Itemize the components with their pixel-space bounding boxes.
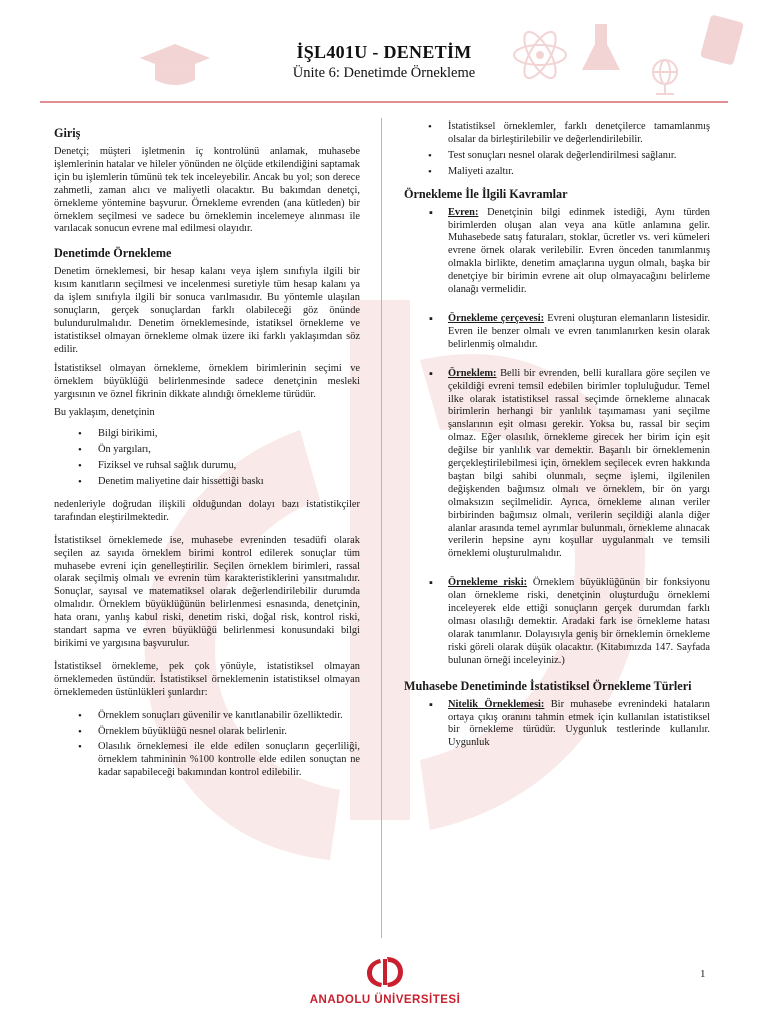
list-item: • Bilgi birikimi, <box>98 428 360 441</box>
term-definition: Denetçinin bilgi edinmek istediği, Aynı türden birimlerden oluşan alan veya ana kütle anlamına gelir. Muhasebede satış faturaları, stoklar, ücretler vs. veri kümeleri evrene örnek olarak verilebilir. Evren önceden tanımlanmış olmakla birlikte, denetim amaçlarına uygun olmalı, başka bir denetçiye bir birimin evrene ait olup olmayacağını belirleme olanağı vermelidir. <box>448 206 710 296</box>
list-item: • Fiziksel ve ruhsal sağlık durumu, <box>98 460 360 473</box>
paragraph: nedenleriyle doğrudan ilişkili olduğundan dolayı bazı istatistikçiler tarafından eleştirilmektedir. <box>54 498 360 523</box>
term-label: Örnekleme riski: <box>448 577 528 589</box>
header-rule <box>40 101 728 103</box>
left-column <box>54 126 360 787</box>
list-item: • Ön yargıları, <box>98 444 360 457</box>
header-titles <box>0 42 768 82</box>
term-label: Örneklem: <box>448 367 497 379</box>
term-definition: Bir muhasebe evrenindeki hataların ortaya çıkış oranını tahmin etmek için kullanılan istatistiksel bir örnekleme türüdür. Uygunluk testlerinde kullanılır. Uygunluk <box>448 698 711 749</box>
section-heading-giris: Giriş <box>54 126 81 140</box>
bullet-list-ustunlukler <box>54 710 360 781</box>
bullet-list-ustunlukler-cont <box>404 121 710 179</box>
page-title: İŞL401U - DENETİM <box>296 42 472 62</box>
term-list <box>404 207 710 668</box>
bullet-list-yaklasim <box>54 428 360 489</box>
university-logo <box>300 955 470 1006</box>
university-logo-icon <box>365 955 405 989</box>
list-item: • Test sonuçları nesnel olarak değerlendirilmesi sağlanır. <box>448 150 710 163</box>
list-item: • Örneklem sonuçları güvenilir ve kanıtlanabilir özelliktedir. <box>98 710 360 723</box>
paragraph: İstatistiksel olmayan örnekleme, örneklem birimlerinin seçimi ve örneklem büyüklüğü belirlenmesinde sadece denetçinin mesleki yargısının ve öznel fikrinin dikkate alındığı örnekleme türüdür. <box>54 362 360 400</box>
term-item-evren <box>448 207 710 297</box>
paragraph: İstatistiksel örnekleme, pek çok yönüyle, istatistiksel olmayan örneklemeden üstündür. İstatistiksel örneklemenin istatistiksel olmayan örneklemeden üstünlükleri şunlardır: <box>54 660 360 698</box>
university-name: ANADOLU ÜNİVERSİTESİ <box>309 994 461 1006</box>
term-item-ornekleme-cercevesi <box>448 313 710 352</box>
term-definition: Belli bir evrenden, belli kurallara göre seçilen ve çekildiği evreni temsil edebilen birimler topluluğudur. Temel ilke olarak istatistiksel rassal seçimde örnekleme alınacak birimlerin herhangi bir yanlılık taşımaması yani seçilme şanslarının eşit olması gerekir. Yoksa bu, rassal bir seçim olmaz. Eğer olasılık, örnekleme girecek her birim için eşit değilse bir yanlılık var demektir. Başarılı bir örneklemenin gerçekleştirilebilmesi için, örneklem seçilecek evren hakkında baştan bilgi sahibi olunmalı, seçme işlemi, ilgilenilen değişkenden bağımsız olmalı ve örneklem, bir ön yargı olmaksızın seçilmelidir. Ayrıca, örnekleme alınan veriler birbirinden bağımsız olmalı, verilerin seçildiği alanla diğer alanlar arasında temel ayrımlar bulunmalı, örnekleme alınacak verilerin hepsine aynı koşullar uygulanmalı ve temsili örneklemi oluşturulmalıdır. <box>448 367 710 560</box>
term-definition: Evreni oluşturan elemanların listesidir. Evren ile benzer olmalı ve evren tanımlanırken kesin olarak belirlenmiş olmalıdır. <box>448 312 710 350</box>
term-item-ornekleme-riski <box>448 577 710 667</box>
term-label: Örnekleme çerçevesi: <box>448 312 545 324</box>
list-item: • Maliyeti azaltır. <box>448 166 710 179</box>
term-label: Evren: <box>448 206 479 218</box>
page-number: 1 <box>700 968 706 980</box>
paragraph-giris: Denetçi; müşteri işletmenin iç kontrolünü anlamak, muhasebe işlemlerinin hatalar ve hileler yönünden ne ölçüde etkilendiğini saptamak için bu işlemlerin tümünü tek tek inceleyebilir. Ancak bu yol; son derece zahmetli, zaman alıcı ve maliyetli olacaktır. Bu bakımdan denetçi, örnekleme yöntemine başvurur. Örnekleme evrenden (ana kütleden) bir örneklem seçilmesi ve sadece bu örneklemin incelemeye alınması ile varılacak sonucun evrene mal edilmesi olayıdır. <box>54 146 360 235</box>
term-definition: Örneklem büyüklüğünün bir fonksiyonu olan örnekleme riski, denetçinin oluşturduğu örneklemi inceleyerek elde ettiği sonuçların gerçek durumdan farklı olması olasılığı demektir. Aradaki fark ise örnekleme hatası olarak tanımlanır. Dolayısıyla geniş bir örneklemin örnekleme riski göreli olarak düşük olacaktır. (Kitabımızda 147. Sayfada bulunan örneği inceleyiniz.) <box>448 577 710 666</box>
right-column <box>404 121 710 761</box>
section-heading-kavramlar: Örnekleme İle İlgili Kavramlar <box>404 186 568 201</box>
section-heading-denetimde-ornekleme: Denetimde Örnekleme <box>54 246 172 261</box>
section-heading-turler: Muhasebe Denetiminde İstatistiksel Örnekleme Türleri <box>404 678 692 693</box>
term-label: Nitelik Örneklemesi: <box>448 698 545 710</box>
term-list-turler <box>404 699 710 751</box>
term-item-orneklem <box>448 368 710 562</box>
list-item: • İstatistiksel örneklemler, farklı denetçilerce tamamlanmış olsalar da birleştirilebilir ve değerlendirilebilir. <box>448 121 710 147</box>
page-subtitle: Ünite 6: Denetimde Örnekleme <box>292 65 476 81</box>
list-item: • Olasılık örneklemesi ile elde edilen sonuçların geçerliliği, örneklem tahmininin %100 kontrolle elde edilen sonuçtan ne kadar sapabileceği bakımından kontrol edilebilir. <box>98 741 360 780</box>
column-divider <box>381 118 382 938</box>
paragraph: İstatistiksel örneklemede ise, muhasebe evreninden tesadüfi olarak seçilen az sayıda örneklem birimi kontrol edilerek sonuçlar tüm muhasebe evreni için genelleştirilir. Seçilen örneklem birimleri, rassal olarak seçilmiş olmalı ve evrenin tüm karakteristiklerini yansıtmalıdır. Sonuçlar, sayısal ve matematiksel olarak değerlendirilebilir durumda olmalıdır. Örneklem büyüklüğünün belirlenmesi esnasında, denetçinin, hata oranı, yanlış kabul riski, denetim riski, doğal risk, kontrol riski, standart sapma ve evren büyüklüğü belirlenmesi konusundaki bilgi birikimi ve yargısına başvurulur. <box>54 534 360 649</box>
list-item: • Örneklem büyüklüğü nesnel olarak belirlenir. <box>98 726 360 739</box>
list-item: • Denetim maliyetine dair hissettiği baskı <box>98 476 360 489</box>
paragraph: Denetim örneklemesi, bir hesap kalanı veya işlem sınıfıyla ilgili bir kısım kanıtların seçilmesi ve incelenmesi suretiyle tüm hesap kalanı ya da işlem sınıfıyla ilgili bir sonuca varılmasıdır. Bu yöntemle ulaşılan sonuçların, gerçek sonuçlardan farklı olabileceği göz önünde bulundurulmalıdır. Denetim örneklemesinde, istatiksel örnekleme ve istatistiksel olmayan örnekleme olmak üzere iki farklı yaklaşımdan söz edilir. <box>54 266 360 355</box>
paragraph: Bu yaklaşım, denetçinin <box>54 407 155 419</box>
term-item-nitelik <box>448 699 710 751</box>
